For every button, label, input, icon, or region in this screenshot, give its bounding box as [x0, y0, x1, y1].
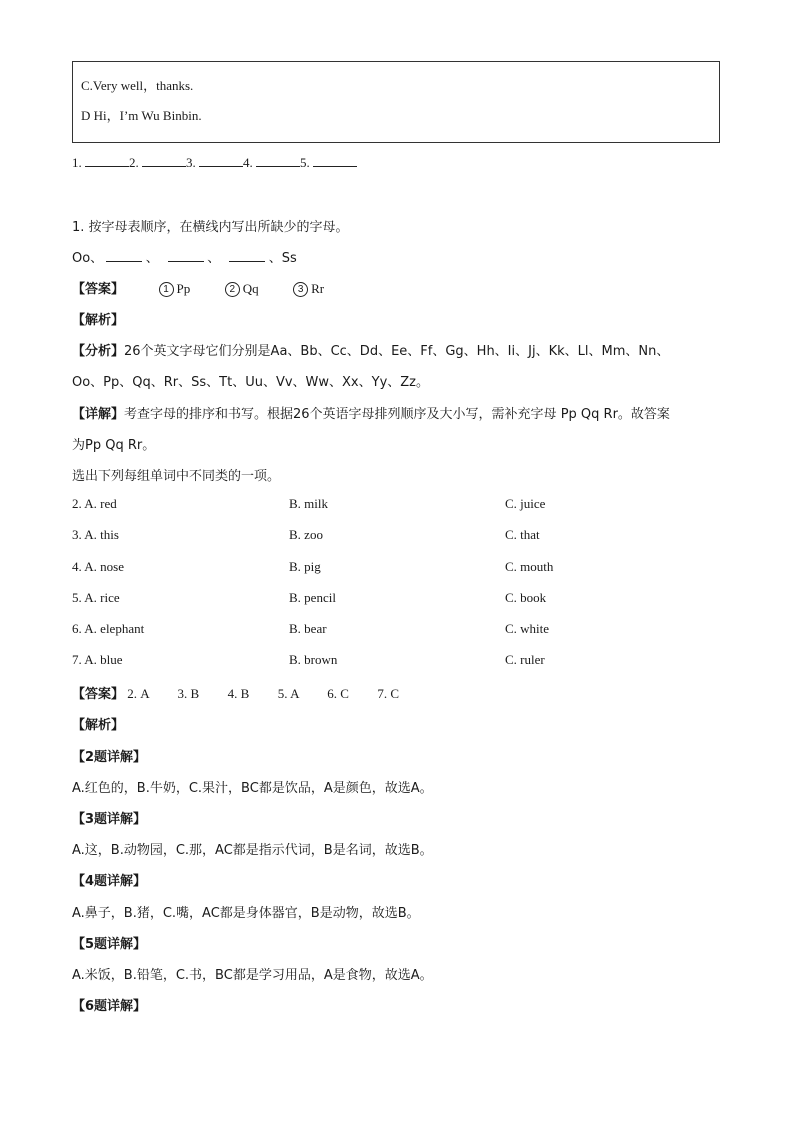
- row-4-option-a: 4. A. nose: [72, 559, 124, 574]
- row-6-option-b: B. bear: [289, 621, 327, 636]
- option-d: D Hi，I’m Wu Binbin.: [81, 108, 202, 123]
- row-4-option-c: C. mouth: [505, 559, 554, 574]
- blank-label-1: 1.: [72, 155, 82, 170]
- answer-blank-3[interactable]: [199, 154, 243, 167]
- section2-answer-7: 7. C: [377, 686, 400, 701]
- detail-2-label: 【2题详解】: [72, 750, 147, 765]
- circled-number-1: 1: [159, 282, 174, 297]
- detail-3-text: A.这，B.动物园，C.那，AC都是指示代词，B是名词，故选B。: [72, 843, 433, 858]
- row-7-option-c: C. ruler: [505, 652, 545, 667]
- row-6-option-a: 6. A. elephant: [72, 621, 145, 636]
- options-box: [72, 61, 720, 143]
- blank-label-2: 2.: [129, 155, 139, 170]
- section2-answer-row: [72, 683, 399, 702]
- detail-5-text: A.米饭，B.铅笔，C.书，BC都是学习用品，A是食物，故选A。: [72, 968, 433, 983]
- answer-blank-5[interactable]: [313, 154, 357, 167]
- section2-answer-label: 【答案】: [72, 687, 125, 702]
- blank-label-4: 4.: [243, 155, 253, 170]
- q1-detail-label: 【详解】: [72, 407, 125, 422]
- q1-end: 、Ss: [268, 251, 297, 266]
- detail-4-label: 【4题详解】: [72, 874, 147, 889]
- q1-analysis-label: 【解析】: [72, 313, 125, 328]
- circled-number-3: 3: [293, 282, 308, 297]
- blank-label-3: 3.: [186, 155, 196, 170]
- q1-detail-text-1: 考查字母的排序和书写。根据26个英语字母排列顺序及大小写，需补充字母 Pp Qq Rr。故答案: [124, 407, 670, 422]
- detail-4-text: A.鼻子，B.猪，C.嘴，AC都是身体器官，B是动物，故选B。: [72, 906, 420, 921]
- q1-sep-2: 、: [207, 251, 221, 266]
- section2-instruction: 选出下列每组单词中不同类的一项。: [72, 469, 281, 484]
- row-2-option-a: 2. A. red: [72, 496, 117, 511]
- answer-blank-2[interactable]: [142, 154, 186, 167]
- row-3-option-b: B. zoo: [289, 527, 323, 542]
- q1-detail-line-1: [72, 403, 670, 422]
- detail-6-label: 【6题详解】: [72, 999, 147, 1014]
- row-7-option-b: B. brown: [289, 652, 338, 667]
- answer-blank-1[interactable]: [85, 154, 129, 167]
- row-7-option-a: 7. A. blue: [72, 652, 123, 667]
- row-3-option-c: C. that: [505, 527, 540, 542]
- answer-blank-row: [72, 154, 357, 171]
- q1-sep-1: 、: [145, 251, 159, 266]
- section2-answer-2: 2. A: [127, 686, 149, 701]
- row-3-option-a: 3. A. this: [72, 527, 119, 542]
- answer-blank-4[interactable]: [256, 154, 300, 167]
- q1-instruction: 1. 按字母表顺序，在横线内写出所缺少的字母。: [72, 220, 349, 235]
- q1-answer-label: 【答案】: [72, 282, 125, 297]
- section2-answer-4: 4. B: [227, 686, 250, 701]
- q1-detail-line-2: 为Pp Qq Rr。: [72, 438, 156, 453]
- q1-letter-row: [72, 247, 297, 266]
- circled-number-2: 2: [225, 282, 240, 297]
- q1-answer-2: Qq: [242, 281, 259, 296]
- row-4-option-b: B. pig: [289, 559, 321, 574]
- q1-blank-2[interactable]: [168, 249, 204, 262]
- detail-5-label: 【5题详解】: [72, 937, 147, 952]
- detail-3-label: 【3题详解】: [72, 812, 147, 827]
- q1-fenxi-line-2: Oo、Pp、Qq、Rr、Ss、Tt、Uu、Vv、Ww、Xx、Yy、Zz。: [72, 375, 429, 390]
- blank-label-5: 5.: [300, 155, 310, 170]
- row-5-option-c: C. book: [505, 590, 547, 605]
- q1-start: Oo、: [72, 251, 104, 266]
- q1-fenxi-text-1: 26个英文字母它们分别是Aa、Bb、Cc、Dd、Ee、Ff、Gg、Hh、Ii、Jj、Kk、Ll、Mm、Nn、: [124, 344, 670, 359]
- q1-fenxi-line-1: [72, 340, 669, 359]
- detail-2-text: A.红色的，B.牛奶，C.果汁，BC都是饮品，A是颜色，故选A。: [72, 781, 433, 796]
- section2-answer-6: 6. C: [327, 686, 349, 701]
- q1-blank-1[interactable]: [106, 249, 142, 262]
- option-c: C.Very well，thanks.: [81, 78, 194, 93]
- section2-answer-3: 3. B: [177, 686, 200, 701]
- q1-answer-row: [72, 278, 324, 297]
- q1-fenxi-label: 【分析】: [72, 344, 125, 359]
- q1-blank-3[interactable]: [229, 249, 265, 262]
- q1-answer-1: Pp: [176, 281, 191, 296]
- row-6-option-c: C. white: [505, 621, 550, 636]
- row-5-option-b: B. pencil: [289, 590, 336, 605]
- row-2-option-c: C. juice: [505, 496, 546, 511]
- row-5-option-a: 5. A. rice: [72, 590, 120, 605]
- section2-answer-5: 5. A: [277, 686, 299, 701]
- q1-answer-3: Rr: [311, 281, 325, 296]
- row-2-option-b: B. milk: [289, 496, 329, 511]
- section2-analysis-label: 【解析】: [72, 718, 125, 733]
